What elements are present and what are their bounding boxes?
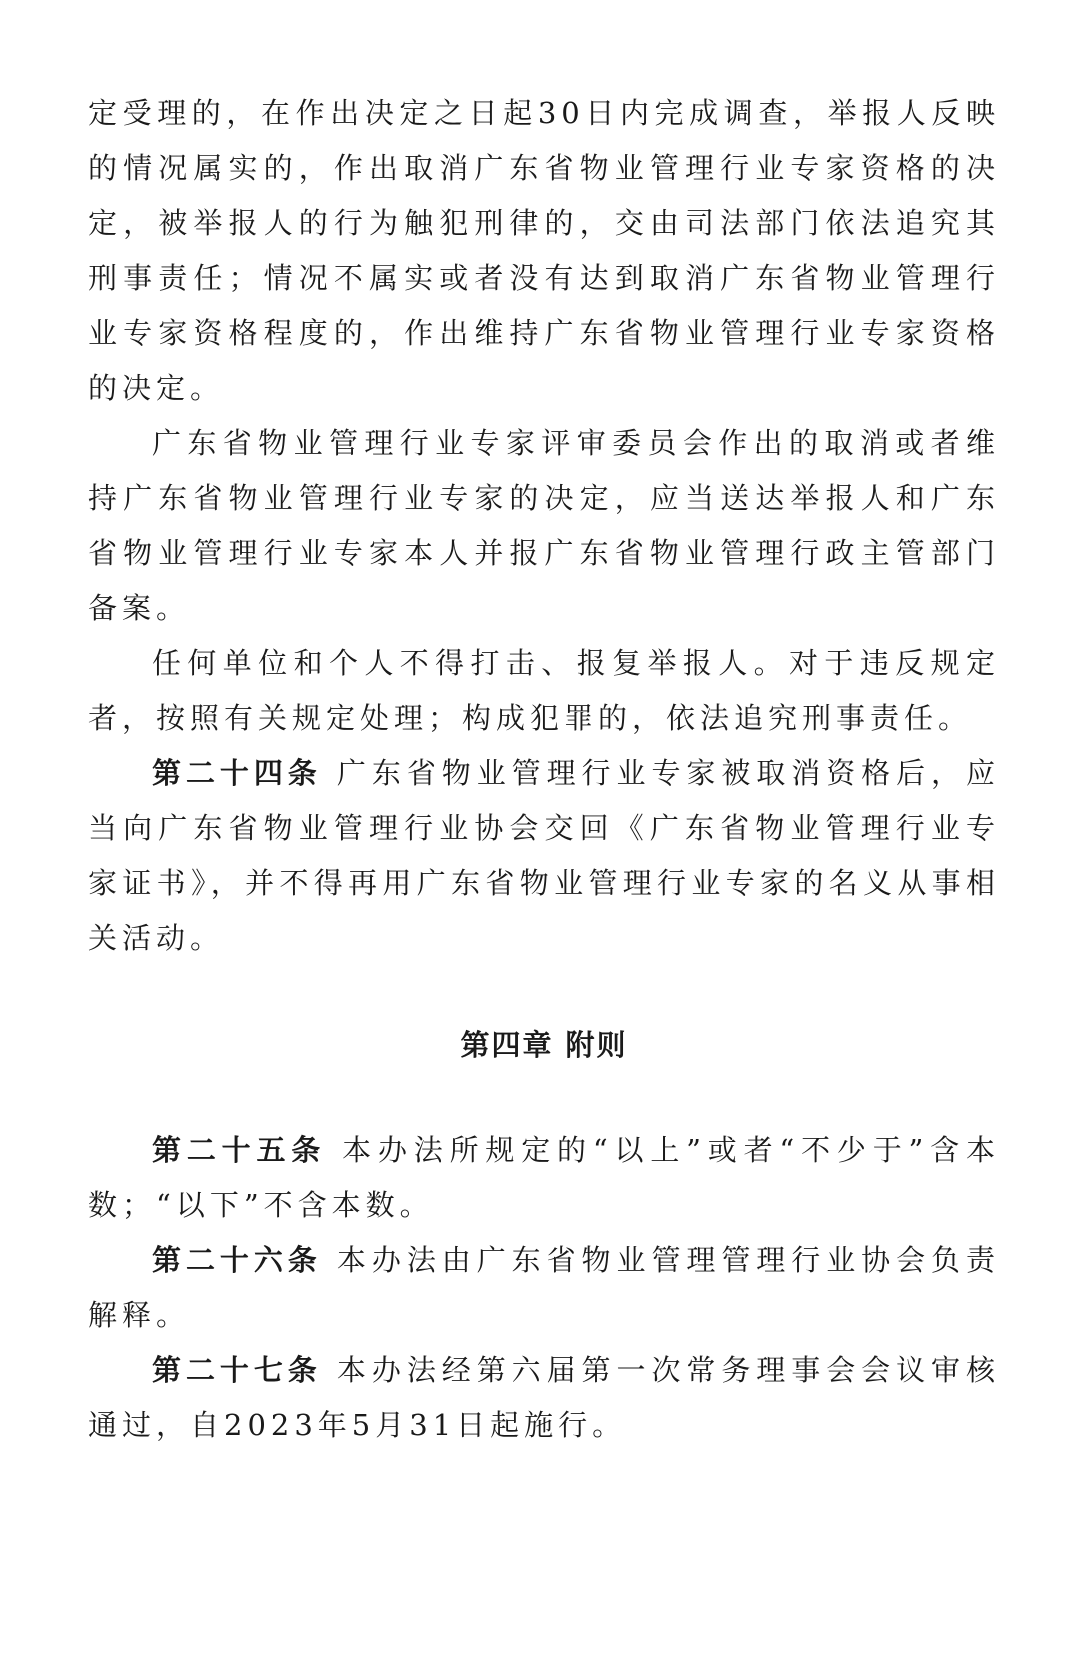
paragraph-decision-delivery: 广东省物业管理行业专家评审委员会作出的取消或者维持广东省物业管理行业专家的决定，应当送达举报人和广东省物业管理行业专家本人并报广东省物业管理行政主管部门备案。 [88, 426, 1000, 625]
chapter-title: 第四章 附则 [460, 1028, 628, 1062]
article-24 [88, 746, 1000, 966]
paragraph-reporter-protection: 任何单位和个人不得打击、报复举报人。对于违反规定者，按照有关规定处理；构成犯罪的，依法追究刑事责任。 [88, 646, 1000, 735]
article-26 [88, 1233, 1000, 1343]
article-27 [88, 1343, 1000, 1453]
spacer [88, 966, 1000, 1018]
spacer [88, 1073, 1000, 1123]
article-25-number: 第二十五条 [152, 1133, 327, 1167]
article-26-number: 第二十六条 [152, 1243, 322, 1277]
article-27-text: 本办法经第六届第一次常务理事会会议审核通过，自2023年5月31日起施行。 [88, 1353, 1000, 1442]
article-24-number: 第二十四条 [152, 756, 322, 790]
article-26-text: 本办法由广东省物业管理管理行业协会负责解释。 [88, 1243, 1000, 1332]
article-25-text: 本办法所规定的“以上”或者“不少于”含本数；“以下”不含本数。 [88, 1133, 1000, 1222]
article-24-text: 广东省物业管理行业专家被取消资格后，应当向广东省物业管理行业协会交回《广东省物业管理行业专家证书》，并不得再用广东省物业管理行业专家的名义从事相关活动。 [88, 756, 1000, 955]
article-25 [88, 1123, 1000, 1233]
article-27-number: 第二十七条 [152, 1353, 322, 1387]
document-body [88, 86, 1000, 1453]
paragraph-continuation: 定受理的，在作出决定之日起30日内完成调查，举报人反映的情况属实的，作出取消广东省物业管理行业专家资格的决定，被举报人的行为触犯刑律的，交由司法部门依法追究其刑事责任；情况不属实或者没有达到取消广东省物业管理行业专家资格程度的，作出维持广东省物业管理行业专家资格的决定。 [88, 96, 1000, 405]
